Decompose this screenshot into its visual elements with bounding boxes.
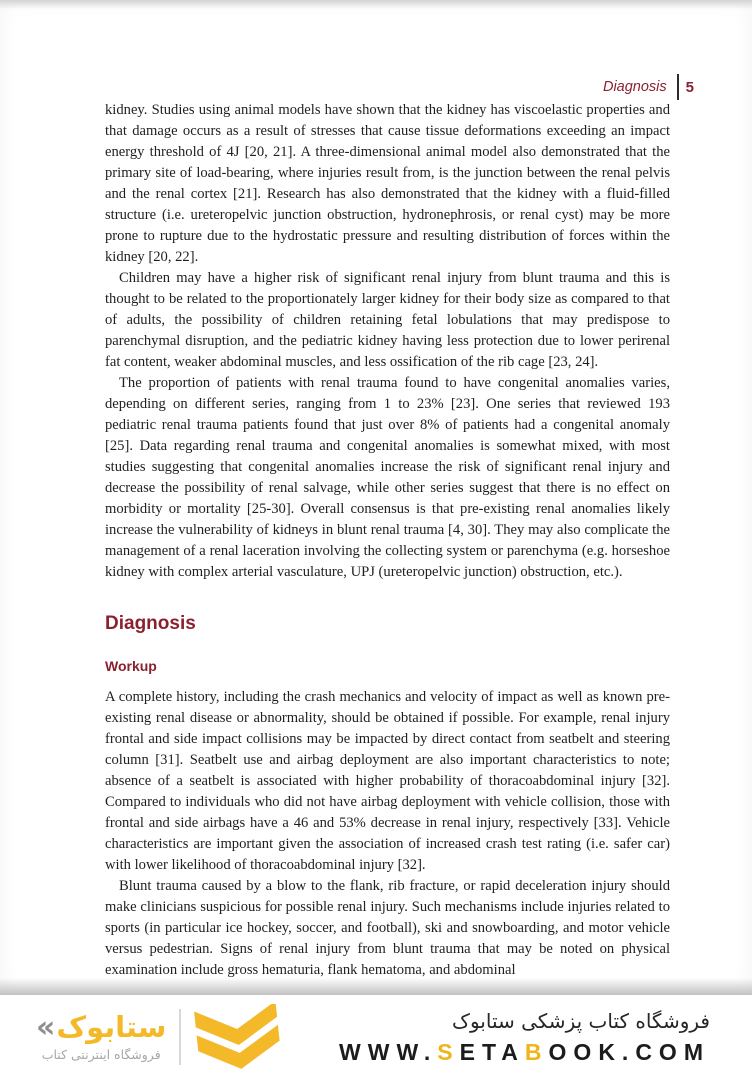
logo-tagline-fa: فروشگاه اینترنتی کتاب — [41, 1046, 161, 1062]
running-head — [603, 74, 694, 100]
setabook-emblem-icon — [194, 1004, 282, 1070]
subsection-heading-workup: Workup — [105, 658, 157, 674]
url-www: WWW. — [339, 1038, 438, 1065]
running-title: Diagnosis — [602, 79, 667, 95]
setabook-logo — [36, 1004, 282, 1070]
brand-name-fa: ستابوک — [56, 1010, 167, 1045]
body-paragraph: A complete history, including the crash mechanics and velocity of impact as well as known pre-existing renal disease or abnormality, should be obtained if possible. For example, renal injury frontal and side impact collisions may be impacted by direct contact from seatbelt and steering column [31]. Seatbelt use and airbag deployment are also important characteristics to note; absence of a seatbelt is associated with higher probability of thoracoabdominal injury [32]. Compared to individuals who did not have airbag deployment with vehicle collision, those with frontal and side airbags have a 46 and 53% decrease in renal injury, respectively [33]. Vehicle characteristics are important given the association of increased crash test rating (i.e. safer car) with lower likelihood of thoracoabdominal injury [32]. — [105, 689, 670, 873]
logo-separator — [179, 1009, 181, 1065]
store-text-block — [339, 1009, 710, 1066]
body-paragraph: Children may have a higher risk of significant renal injury from blunt trauma and this is thought to be related to the proportionately larger kidney for their body size as compared to that of adults, the possibility of children retaining fetal lobulations that may predispose to parenchymal disruption, and the pediatric kidney having less protection due to lower perirenal fat content, weaker abdominal muscles, and less ossification of the rib cage [23, 24]. — [105, 270, 670, 370]
brand-row — [36, 1009, 167, 1045]
body-paragraph: kidney. Studies using animal models have shown that the kidney has viscoelastic properties and that damage occurs as a result of stresses that cause tissue deformations exceeding an impact energy threshold of 4J [20, 21]. A three-dimensional animal model also demonstrated that the primary site of load-bearing, where injuries result from, is the junction between the renal pelvis and the renal cortex [21]. Research has also demonstrated that the kidney with a fluid-filled structure (i.e. ureteropelvic junction obstruction, hydronephrosis, or renal cyst) may be more prone to rupture due to the hydrostatic pressure and resulting distribution of forces within the kidney [20, 22]. — [105, 102, 670, 265]
header-divider — [677, 74, 679, 100]
body-paragraph: The proportion of patients with renal trauma found to have congenital anomalies varies, depending on different series, ranging from 1 to 23% [23]. One series that reviewed 193 pediatric renal trauma patients found that just over 8% of patients had a congenital anomaly [25]. Data regarding renal trauma and congenital anomalies is somewhat mixed, with most studies suggesting that congenital anomalies increase the risk of significant renal injury and decrease the possibility of renal salvage, while other series suggest that there is no effect on morbidity or mortality [25-30]. Overall consensus is that pre-existing renal anomalies likely increase the vulnerability of kidneys in blunt renal trauma [4, 30]. They may also complicate the management of a renal laceration involving the collecting system or parenchyma (e.g. horseshoe kidney with complex arterial vasculature, UPJ (ureteropelvic junction) obstruction, etc.). — [105, 375, 670, 580]
double-chevron-icon: « — [36, 1009, 56, 1045]
logo-text-block — [36, 1009, 167, 1062]
store-name-fa: فروشگاه کتاب پزشکی ستابوک — [452, 1008, 710, 1033]
page-number: 5 — [685, 78, 694, 96]
footer-banner — [0, 995, 752, 1079]
store-url — [339, 1039, 710, 1066]
url-eta: ETA — [459, 1038, 525, 1065]
body-text-column — [105, 100, 670, 981]
section-heading-diagnosis: Diagnosis — [105, 613, 196, 634]
url-gold-b: B — [524, 1038, 549, 1065]
scan-bottom-edge — [0, 978, 752, 995]
body-paragraph: Blunt trauma caused by a blow to the flank, rib fracture, or rapid deceleration injury should make clinicians suspicious for possible renal injury. Such mechanisms include injuries related to sports (in particular ice hockey, soccer, and football), ski and snowboarding, and motor vehicle versus pedestrian. Signs of renal injury from blunt trauma that may be noted on physical examination include gross hematuria, flank hematoma, and abdominal — [105, 878, 670, 978]
url-ook: OOK.COM — [548, 1038, 710, 1065]
url-gold-s: S — [437, 1038, 460, 1065]
scan-top-edge — [0, 0, 752, 9]
